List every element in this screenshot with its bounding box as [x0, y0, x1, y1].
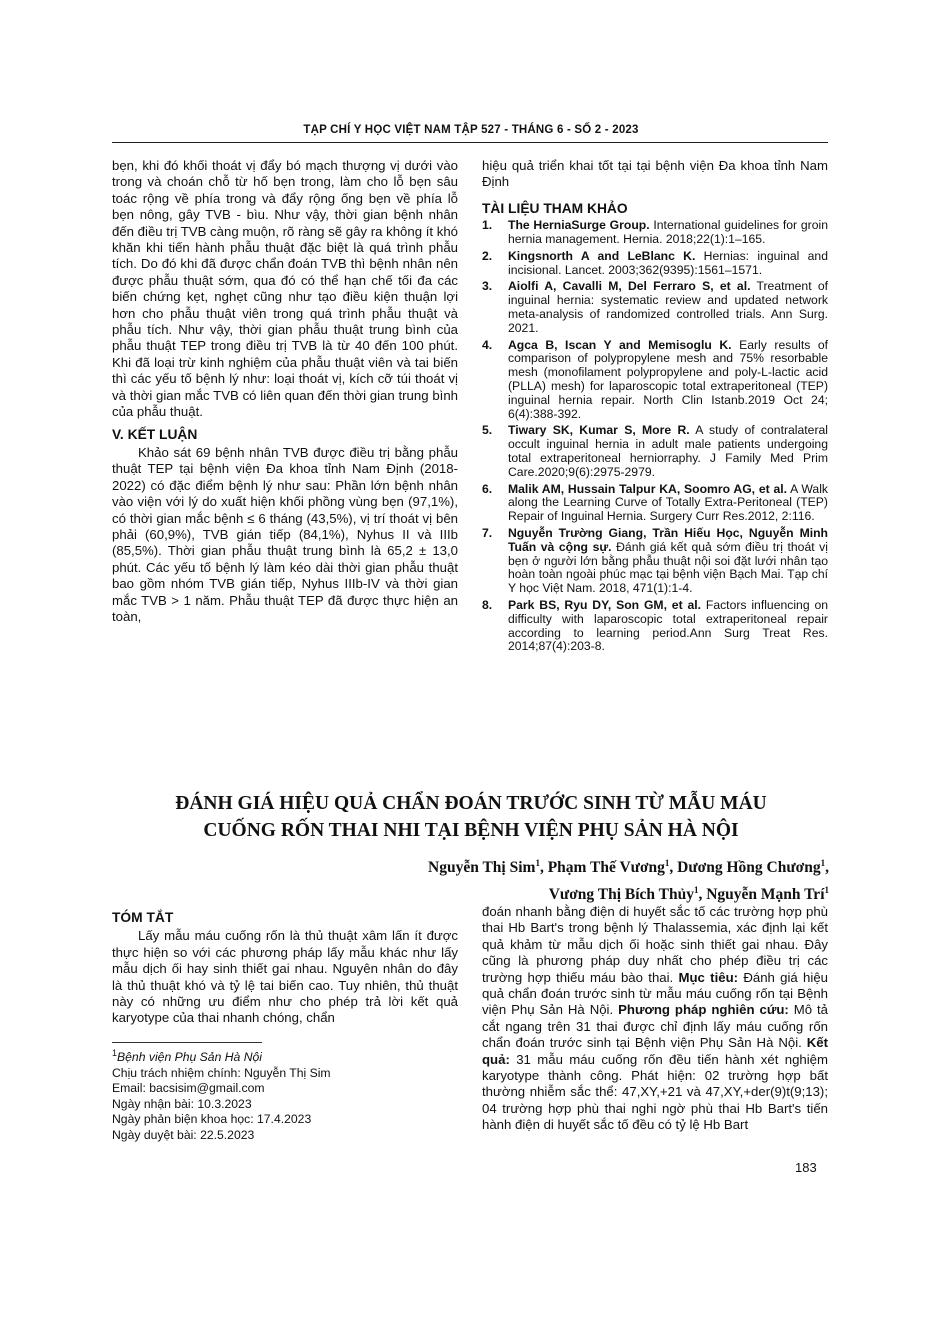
footnote-rule	[112, 1042, 262, 1043]
email: Email: bacsisim@gmail.com	[112, 1081, 265, 1096]
corresponding-author: Chịu trách nhiệm chính: Nguyễn Thị Sim	[112, 1065, 331, 1080]
title-line: ĐÁNH GIÁ HIỆU QUẢ CHẨN ĐOÁN TRƯỚC SINH TỪ MẪU MÁU	[175, 793, 767, 814]
article-title	[0, 790, 942, 844]
reference-list	[482, 219, 828, 654]
reference-item: 2. Kingsnorth A and LeBlanc K. Hernias: inguinal and incisional. Lancet. 2003;362(9395):1561–1571.	[482, 248, 828, 277]
accepted-date: Ngày duyệt bài: 22.5.2023	[112, 1128, 255, 1143]
received-date: Ngày nhận bài: 10.3.2023	[112, 1096, 252, 1111]
right-column	[482, 158, 828, 657]
reference-item: 5. Tiwary SK, Kumar S, More R. A study of contralateral occult inguinal hernia in adult male patients undergoing total extraperitoneal herniorraphy. J Family Med Prim Care.2020;9(6):2975-2979.	[482, 423, 828, 479]
reference-item: 4. Agca B, Iscan Y and Memisoglu K. Early results of comparison of polypropylene mesh and 75% resorbable mesh (monofilament polypropylene and poly-L-lactic acid (PLLA) mesh) for laparoscopic total extraperitoneal (TEP) inguinal hernia repair. North Clin Istanb.2019 Oct 24; 6(4):388-392.	[482, 337, 828, 421]
references-heading: TÀI LIỆU THAM KHẢO	[482, 200, 628, 216]
summary-paragraph: đoán nhanh bằng điện di huyết sắc tố các trường hợp phù thai Hb Bart's trong bệnh lý Thalassemia, xác định lại kết quả khảm từ mẫu dịch ối hoặc sinh thiết gai nhau. Đây cũng là phương pháp duy nhất cho phép điều trị các trường hợp thiếu máu bào thai. Mục tiêu: Đánh giá hiệu quả chẩn đoán trước sinh từ mẫu máu cuống rốn tại Bệnh viện Phụ Sản Hà Nội. Phương pháp nghiên cứu: Mô tả cắt ngang trên 31 thai được chỉ định lấy máu cuống rốn chẩn đoán trước sinh tại Bệnh viện Phụ Sản Hà Nội. Kết quả: 31 mẫu máu cuống rốn đều tiến hành xét nghiệm karyotype thành công. Phát hiện: 02 trường hợp bất thường nhiễm sắc thể: 47,XY,+21 và 47,XY,+der(9)t(9;13); 04 trường hợp phù thai nghi ngờ phù thai Hb Bart's tiến hành điện di huyết sắc tố đều có tỷ lệ Hb Bart	[482, 904, 829, 1133]
footnote	[112, 1046, 458, 1144]
objective-label: Mục tiêu:	[673, 969, 739, 985]
reviewed-date: Ngày phản biện khoa học: 17.4.2023	[112, 1112, 312, 1127]
author-name: , Dương Hồng Chương	[669, 859, 821, 877]
affiliation: Bệnh viện Phụ Sản Hà Nội	[117, 1050, 263, 1065]
result-label: Kết quả:	[482, 1035, 828, 1067]
reference-item: 7. Nguyễn Trường Giang, Trần Hiếu Học, Nguyễn Minh Tuấn và cộng sự. Đánh giá kết quả sớm điều trị thoát vị bẹn ở người lớn bằng phẫu thuật nội soi đặt lưới nhân tạo hoàn toàn ngoài phúc mạc tại bệnh viện Bạch Mai. Tạp chí Y học Việt Nam. 2018, 471(1):1-4.	[482, 525, 828, 596]
affiliation-mark: 1	[820, 858, 826, 868]
reference-item: 1. The HerniaSurge Group. International guidelines for groin hernia management. Hernia. 2018;22(1):1–165.	[482, 218, 828, 247]
summary-right	[482, 904, 828, 1134]
author-name: , Phạm Thế Vương	[539, 859, 665, 877]
discussion-paragraph: bẹn, khi đó khối thoát vị đẩy bó mạch thượng vị dưới vào trong và choán chỗ từ hố bẹn trong, làm cho lỗ bẹn sâu toác rộng về phía trong và đẩy rộng ống bẹn về phía lỗ bẹn nông, gây TVB - bìu. Như vậy, thời gian bệnh nhân đến điều trị TVB càng muộn, rõ ràng sẽ gây ra không ít khó khăn khi tiến hành phẫu thuật đặc biệt là quá trình phẫu tích. Do đó khi đã được chẩn đoán TVB thì bệnh nhân nên được phẫu thuật sớm, qua đó có thể hạn chế tối đa các biến chứng kẹt, nghẹt cũng như tạo điều kiện thuận lợi hơn cho phẫu thuật viên trong quá trình phẫu thuật và phẫu tích. Như vậy, thời gian phẫu thuật trung bình của phẫu thuật TEP trong điều trị TVB là từ 40 đến 100 phút. Khi đã loại trừ kinh nghiệm của phẫu thuật viên và tai biến thì các yếu tố bệnh lý như: loại thoát vị, kích cỡ túi thoát vị và thời gian mắc TVB có liên quan đến thời gian trung bình của phẫu thuật.	[112, 158, 458, 420]
page-number: 183	[795, 1160, 817, 1175]
author-name: Vương Thị Bích Thủy	[548, 886, 694, 904]
affiliation-mark: 1	[824, 885, 829, 896]
reference-item: 8. Park BS, Ryu DY, Son GM, et al. Factors influencing on difficulty with laparoscopic total extraperitoneal repair according to learning period.Ann Surg Treat Res. 2014;87(4):203-8.	[482, 597, 829, 654]
continuation-paragraph: hiệu quả triển khai tốt tại tại bệnh viện Đa khoa tỉnh Nam Định	[482, 158, 828, 190]
affiliation-mark: 1	[664, 858, 670, 868]
title-line: CUỐNG RỐN THAI NHI TẠI BỆNH VIỆN PHỤ SẢN HÀ NỘI	[203, 820, 739, 841]
conclusion-paragraph: Khảo sát 69 bệnh nhân TVB được điều trị bằng phẫu thuật TEP tại bệnh viện Đa khoa tỉnh Nam Định (2018-2022) có đặc điểm bệnh lý như sau: Phần lớn bệnh nhân vào viện với lý do xuất hiện khối phồng vùng bẹn (97,1%), có thời gian mắc bệnh ≤ 6 tháng (43,5%), vị trí thoát vị bên phải (60,9%), TVB gián tiếp (84,1%), Nyhus II và IIIb (85,5%). Thời gian phẫu thuật trung bình là 65,2 ± 13,0 phút. Các yếu tố bệnh lý làm kéo dài thời gian phẫu thuật bao gồm nhóm TVB gián tiếp, Nyhus IIIb-IV và thời gian mắc TVB > 1 năm. Phẫu thuật TEP đã được thực hiện an toàn,	[112, 444, 458, 624]
summary-left	[112, 910, 458, 1027]
author-list: Nguyễn Thị Sim$^1$, Phạm Thế Vương$^1$, Dương Hồng Chương$^1$, Vương Thị Bích Thủy$^1$, Nguyễn Mạnh Trí$^1$	[428, 858, 829, 904]
affiliation-mark: 1	[112, 1048, 118, 1058]
header-rule	[112, 142, 828, 143]
affiliation-mark: 1	[535, 858, 540, 868]
conclusion-heading: V. KẾT LUẬN	[112, 426, 198, 442]
summary-heading: TÓM TẮT	[112, 910, 174, 925]
author-name: , Nguyễn Mạnh Trí	[698, 886, 825, 904]
reference-item: 3. Aiolfi A, Cavalli M, Del Ferraro S, et al. Treatment of inguinal hernia: systematic review and updated network meta-analysis of randomized controlled trials. Ann Surg. 2021.	[482, 279, 828, 335]
reference-item: 6. Malik AM, Hussain Talpur KA, Soomro AG, et al. A Walk along the Learning Curve of Totally Extra-Peritoneal (TEP) Repair of Inguinal Hernia. Surgery Curr Res.2012, 2:116.	[482, 481, 828, 524]
author-name: Nguyễn Thị Sim	[428, 859, 536, 877]
method-label: Phương pháp nghiên cứu:	[618, 1002, 789, 1018]
journal-header: TẠP CHÍ Y HỌC VIỆT NAM TẬP 527 - THÁNG 6 - SỐ 2 - 2023	[303, 124, 639, 136]
left-column	[112, 158, 458, 625]
affiliation-mark: 1	[693, 885, 699, 896]
summary-paragraph: Lấy mẫu máu cuống rốn là thủ thuật xâm lấn ít được thực hiện so với các phương pháp lấy mẫu khác như lấy mẫu dịch ối hay sinh thiết gai nhau. Nguyên nhân do đây là thủ thuật khó và tỷ lệ tai biến cao. Tuy nhiên, thủ thuật này có những ưu điểm như cho phép trả lời kết quả karyotype của thai nhanh chóng, chẩn	[112, 928, 458, 1026]
